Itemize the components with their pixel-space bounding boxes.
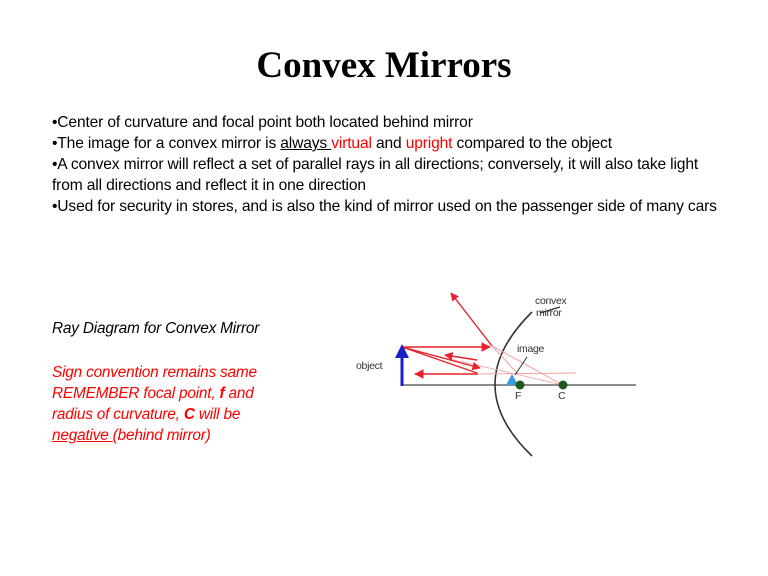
reflected-ray bbox=[451, 293, 492, 346]
bullet-text: •A convex mirror will reflect a set of parallel rays in all directions; conversely, it will also take light from all directions and reflect it in one direction bbox=[52, 156, 699, 194]
center-label: C bbox=[558, 390, 566, 402]
center-symbol: C bbox=[183, 406, 195, 423]
bullet-text: •The image for a convex mirror is bbox=[52, 135, 281, 152]
bullet-item bbox=[52, 112, 732, 133]
note-text: and bbox=[224, 385, 254, 402]
highlight-virtual: virtual bbox=[331, 135, 372, 152]
note-text: REMEMBER focal point, bbox=[52, 385, 220, 402]
bullet-text: compared to the object bbox=[452, 135, 612, 152]
ray-diagram bbox=[340, 280, 650, 470]
focal-point bbox=[516, 381, 525, 390]
note-text: (behind mirror) bbox=[112, 427, 211, 444]
underlined-word-negative: negative bbox=[52, 427, 113, 444]
object-label: object bbox=[356, 360, 383, 372]
bullet-list bbox=[52, 112, 732, 217]
note-line bbox=[52, 425, 312, 446]
mirror-label: mirror bbox=[536, 307, 562, 319]
bullet-item bbox=[52, 133, 732, 154]
note-line: Sign convention remains same bbox=[52, 364, 257, 381]
underlined-word-always: always bbox=[280, 135, 332, 152]
note-line bbox=[52, 383, 312, 404]
bullet-text: •Used for security in stores, and is also the kind of mirror used on the passenger side of many cars bbox=[52, 198, 717, 215]
image-label: image bbox=[517, 343, 545, 355]
focal-label: F bbox=[515, 390, 522, 402]
bullet-text: •Center of curvature and focal point both located behind mirror bbox=[52, 114, 473, 131]
convex-label: convex bbox=[535, 295, 567, 307]
slide-title: Convex Mirrors bbox=[256, 45, 512, 86]
ray-diagram-graphic bbox=[340, 280, 650, 470]
bullet-item bbox=[52, 196, 732, 217]
bullet-text: and bbox=[371, 135, 406, 152]
note-text: radius of curvature, bbox=[52, 406, 184, 423]
focal-symbol: f bbox=[219, 385, 225, 402]
sign-convention-note bbox=[52, 362, 312, 446]
center-of-curvature bbox=[559, 381, 568, 390]
note-text: will be bbox=[194, 406, 241, 423]
bullet-item bbox=[52, 154, 732, 196]
diagram-caption: Ray Diagram for Convex Mirror bbox=[52, 320, 260, 337]
note-line bbox=[52, 404, 312, 425]
highlight-upright: upright bbox=[405, 135, 453, 152]
